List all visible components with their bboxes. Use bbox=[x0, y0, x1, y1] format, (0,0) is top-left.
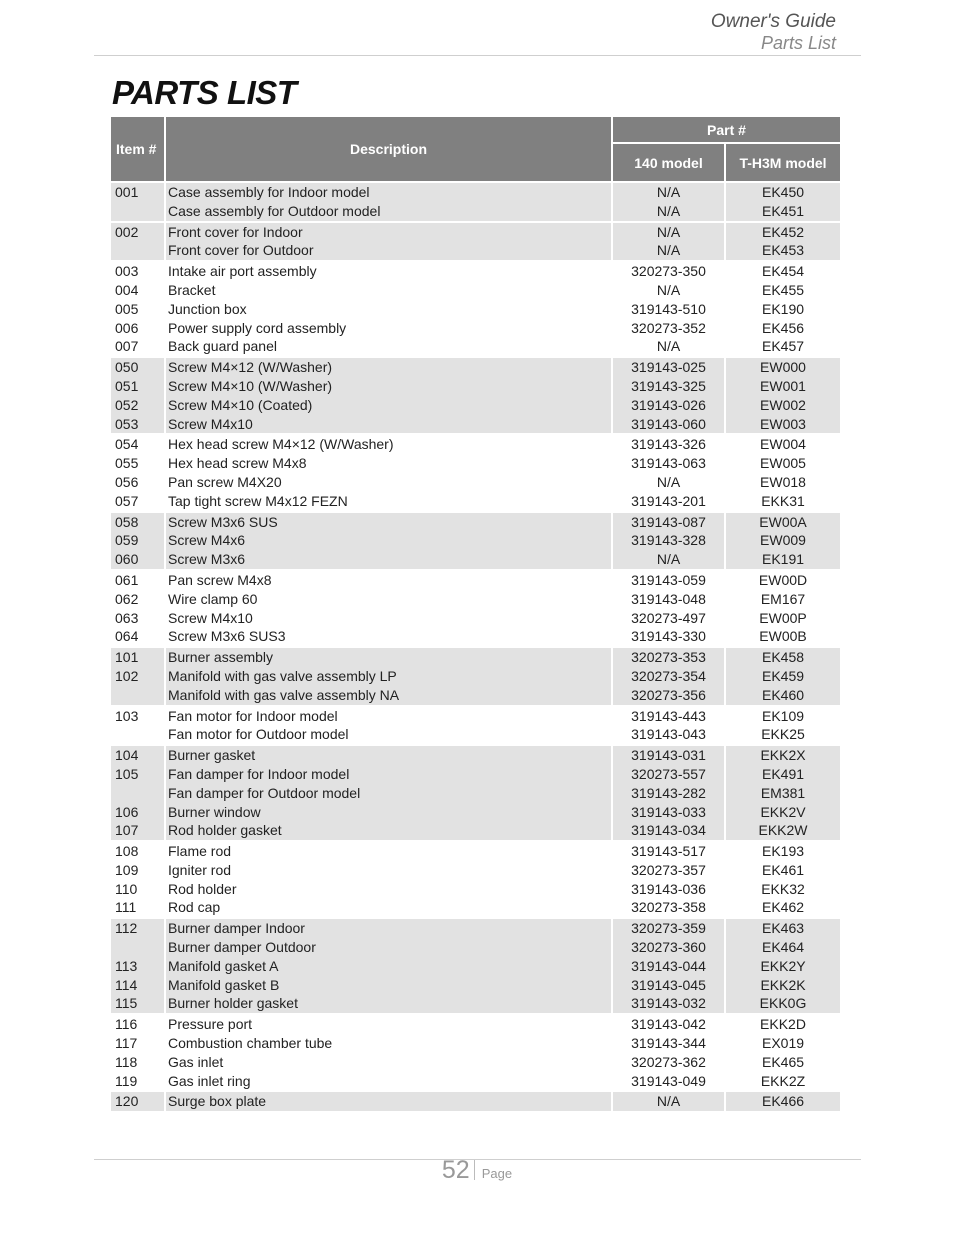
cell-line: 319143-034 bbox=[631, 822, 706, 839]
cell-line: 320273-358 bbox=[631, 899, 706, 916]
section-title: Parts List bbox=[760, 33, 836, 53]
cell-line: EK466 bbox=[761, 1093, 805, 1110]
cell-line: EK452 bbox=[761, 223, 805, 240]
item-cell bbox=[111, 1015, 166, 1092]
cell-line: N/A bbox=[656, 202, 681, 219]
cell-line: EKK2D bbox=[760, 1016, 806, 1033]
cell-line: EW000 bbox=[760, 359, 806, 376]
cell-line: Tap tight screw M4x12 FEZN bbox=[168, 492, 348, 509]
cell-line: N/A bbox=[656, 1093, 681, 1110]
description-cell bbox=[166, 1092, 613, 1113]
cell-line: 108 bbox=[115, 843, 139, 860]
cell-line: Screw M3x6 SUS bbox=[168, 513, 278, 530]
header-item: Item # bbox=[111, 117, 166, 183]
cell-line: Power supply cord assembly bbox=[168, 319, 347, 336]
cell-line: 319143-043 bbox=[631, 726, 706, 743]
part-140-cell bbox=[613, 183, 726, 223]
cell-line: Rod cap bbox=[168, 899, 221, 916]
part-th3m-cell bbox=[726, 435, 840, 512]
part-th3m-cell bbox=[726, 262, 840, 358]
header-part-number: Part # bbox=[613, 117, 840, 144]
page-title: PARTS LIST bbox=[112, 74, 297, 111]
table-row bbox=[111, 223, 840, 263]
part-140-cell bbox=[613, 571, 726, 648]
cell-line: 105 bbox=[115, 765, 139, 782]
cell-line: 319143-031 bbox=[631, 747, 706, 764]
cell-line: EK454 bbox=[761, 263, 805, 280]
cell-line: 056 bbox=[115, 473, 139, 490]
cell-line: EM167 bbox=[760, 590, 806, 607]
table-row bbox=[111, 262, 840, 358]
cell-line: EK464 bbox=[761, 939, 805, 956]
cell-line: 112 bbox=[115, 920, 138, 937]
part-th3m-cell bbox=[726, 842, 840, 919]
cell-line: Back guard panel bbox=[168, 338, 277, 355]
cell-line: Case assembly for Outdoor model bbox=[168, 202, 381, 219]
part-th3m-cell bbox=[726, 1015, 840, 1092]
cell-line: EW009 bbox=[760, 532, 806, 549]
cell-line: 319143-282 bbox=[631, 784, 706, 801]
guide-title: Owner's Guide bbox=[710, 11, 836, 32]
cell-line: EX019 bbox=[761, 1035, 805, 1052]
cell-line: Burner assembly bbox=[168, 649, 274, 666]
cell-line: 319143-059 bbox=[631, 571, 706, 588]
cell-line: Surge box plate bbox=[168, 1093, 267, 1110]
cell-line: EKK2V bbox=[760, 803, 806, 820]
cell-line: 109 bbox=[115, 861, 139, 878]
cell-line: Fan damper for Indoor model bbox=[168, 765, 350, 782]
header-140-model: 140 model bbox=[613, 144, 726, 183]
cell-line: 319143-045 bbox=[631, 976, 706, 993]
part-140-cell bbox=[613, 746, 726, 842]
cell-line: 051 bbox=[115, 377, 139, 394]
cell-line: 001 bbox=[115, 184, 139, 200]
cell-line: EKK2W bbox=[758, 822, 808, 839]
table-row bbox=[111, 358, 840, 435]
cell-line bbox=[115, 686, 164, 705]
cell-line: 004 bbox=[115, 281, 139, 298]
cell-line: 116 bbox=[115, 1016, 138, 1033]
description-cell bbox=[166, 435, 613, 512]
cell-line: 061 bbox=[115, 571, 139, 588]
cell-line: 052 bbox=[115, 396, 139, 413]
cell-line: 059 bbox=[115, 532, 139, 549]
parts-table bbox=[111, 117, 840, 1113]
part-th3m-cell bbox=[726, 183, 840, 223]
page-footer bbox=[0, 1156, 954, 1185]
cell-line: 319143-032 bbox=[631, 995, 706, 1012]
cell-line: 053 bbox=[115, 415, 139, 432]
cell-line: EW018 bbox=[760, 473, 806, 490]
cell-line: EK193 bbox=[761, 843, 805, 860]
part-140-cell bbox=[613, 358, 726, 435]
cell-line: EK491 bbox=[761, 765, 805, 782]
part-th3m-cell bbox=[726, 707, 840, 747]
item-cell bbox=[111, 223, 166, 263]
cell-line: 319143-510 bbox=[631, 300, 706, 317]
cell-line: EK190 bbox=[761, 300, 805, 317]
cell-line: EKK25 bbox=[761, 726, 805, 743]
cell-line: 005 bbox=[115, 300, 139, 317]
cell-line: EK456 bbox=[761, 319, 805, 336]
table-row bbox=[111, 707, 840, 747]
cell-line: N/A bbox=[656, 223, 681, 240]
cell-line: 319143-036 bbox=[631, 880, 706, 897]
cell-line: 057 bbox=[115, 492, 139, 509]
cell-line: Case assembly for Indoor model bbox=[168, 184, 370, 200]
page-number: 52 bbox=[441, 1156, 470, 1184]
cell-line: 319143-025 bbox=[631, 359, 706, 376]
cell-line: 320273-350 bbox=[631, 263, 706, 280]
cell-line: 320273-353 bbox=[631, 649, 706, 666]
part-th3m-cell bbox=[726, 1092, 840, 1113]
header-divider bbox=[94, 55, 861, 56]
cell-line: Bracket bbox=[168, 281, 216, 298]
cell-line: 319143-328 bbox=[631, 532, 706, 549]
cell-line bbox=[115, 202, 164, 221]
cell-line: EK455 bbox=[761, 281, 805, 298]
cell-line: EK451 bbox=[761, 202, 805, 219]
cell-line: 320273-497 bbox=[631, 609, 706, 626]
cell-line: Fan motor for Outdoor model bbox=[168, 726, 349, 743]
description-cell bbox=[166, 513, 613, 571]
cell-line: Burner gasket bbox=[168, 747, 256, 764]
cell-line: Manifold with gas valve assembly NA bbox=[168, 686, 400, 703]
cell-line: EKK0G bbox=[759, 995, 807, 1012]
cell-line: Fan motor for Indoor model bbox=[168, 707, 338, 724]
description-cell bbox=[166, 262, 613, 358]
cell-line: EK460 bbox=[761, 686, 805, 703]
cell-line: EW00P bbox=[759, 609, 807, 626]
cell-line: Burner damper Outdoor bbox=[168, 939, 316, 956]
cell-line: 060 bbox=[115, 551, 139, 568]
cell-line: 319143-087 bbox=[631, 513, 706, 530]
cell-line: Screw M4×10 (W/Washer) bbox=[168, 377, 333, 394]
cell-line: EK463 bbox=[761, 920, 805, 937]
item-cell bbox=[111, 358, 166, 435]
cell-line: 050 bbox=[115, 359, 139, 376]
cell-line: EK450 bbox=[761, 184, 805, 200]
part-140-cell bbox=[613, 1015, 726, 1092]
cell-line: 007 bbox=[115, 338, 139, 355]
cell-line: 319143-330 bbox=[631, 628, 706, 645]
cell-line: Screw M4×12 (W/Washer) bbox=[168, 359, 333, 376]
cell-line: 319143-063 bbox=[631, 455, 706, 472]
page-separator bbox=[474, 1160, 475, 1180]
cell-line: Rod holder gasket bbox=[168, 822, 282, 839]
cell-line: Front cover for Outdoor bbox=[168, 242, 314, 259]
cell-line: Pan screw M4x8 bbox=[168, 571, 272, 588]
table-row bbox=[111, 919, 840, 1015]
cell-line: Screw M4x10 bbox=[168, 609, 253, 626]
cell-line: Screw M3x6 SUS3 bbox=[168, 628, 286, 645]
cell-line: 319143-048 bbox=[631, 590, 706, 607]
cell-line: 319143-042 bbox=[631, 1016, 706, 1033]
cell-line: EW002 bbox=[760, 396, 806, 413]
cell-line: 319143-026 bbox=[631, 396, 706, 413]
cell-line: 319143-201 bbox=[631, 492, 706, 509]
cell-line: 319143-325 bbox=[631, 377, 706, 394]
cell-line: EKK2X bbox=[760, 747, 806, 764]
cell-line: 319143-033 bbox=[631, 803, 706, 820]
part-th3m-cell bbox=[726, 223, 840, 263]
cell-line: 055 bbox=[115, 455, 139, 472]
cell-line: 104 bbox=[115, 747, 139, 764]
part-140-cell bbox=[613, 1092, 726, 1113]
description-cell bbox=[166, 919, 613, 1015]
cell-line: EW003 bbox=[760, 415, 806, 432]
part-140-cell bbox=[613, 919, 726, 1015]
description-cell bbox=[166, 842, 613, 919]
cell-line: 102 bbox=[115, 667, 139, 684]
cell-line: 003 bbox=[115, 263, 139, 280]
description-cell bbox=[166, 183, 613, 223]
table-row bbox=[111, 571, 840, 648]
cell-line: 106 bbox=[115, 803, 139, 820]
cell-line: Front cover for Indoor bbox=[168, 223, 303, 240]
cell-line: 107 bbox=[115, 822, 139, 839]
cell-line: 320273-360 bbox=[631, 939, 706, 956]
cell-line: EK457 bbox=[761, 338, 805, 355]
cell-line: 320273-557 bbox=[631, 765, 706, 782]
cell-line: EW001 bbox=[760, 377, 806, 394]
cell-line: 319143-344 bbox=[631, 1035, 706, 1052]
item-cell bbox=[111, 571, 166, 648]
cell-line: 062 bbox=[115, 590, 139, 607]
description-cell bbox=[166, 746, 613, 842]
cell-line: EW00D bbox=[758, 571, 808, 588]
item-cell bbox=[111, 262, 166, 358]
cell-line: EK191 bbox=[761, 551, 805, 568]
cell-line: Burner damper Indoor bbox=[168, 920, 305, 937]
cell-line: EK453 bbox=[761, 242, 805, 259]
item-cell bbox=[111, 1092, 166, 1113]
header-th3m-model: T-H3M model bbox=[726, 144, 840, 183]
cell-line: 320273-362 bbox=[631, 1053, 706, 1070]
item-cell bbox=[111, 842, 166, 919]
table-row bbox=[111, 842, 840, 919]
cell-line: N/A bbox=[656, 551, 681, 568]
part-th3m-cell bbox=[726, 919, 840, 1015]
cell-line: Combustion chamber tube bbox=[168, 1035, 333, 1052]
part-140-cell bbox=[613, 707, 726, 747]
page-label: Page bbox=[481, 1166, 513, 1181]
cell-line: N/A bbox=[656, 184, 681, 200]
cell-line: Burner holder gasket bbox=[168, 995, 298, 1012]
cell-line: EW005 bbox=[760, 455, 806, 472]
cell-line: 319143-060 bbox=[631, 415, 706, 432]
cell-line: 119 bbox=[115, 1072, 138, 1089]
cell-line: EK458 bbox=[761, 649, 805, 666]
cell-line: 319143-443 bbox=[631, 707, 706, 724]
item-cell bbox=[111, 435, 166, 512]
part-th3m-cell bbox=[726, 746, 840, 842]
part-140-cell bbox=[613, 435, 726, 512]
cell-line: EK459 bbox=[761, 667, 805, 684]
header-description: Description bbox=[166, 117, 613, 183]
cell-line: Burner window bbox=[168, 803, 261, 820]
cell-line: EKK32 bbox=[761, 880, 805, 897]
cell-line bbox=[115, 938, 164, 957]
cell-line: Pan screw M4X20 bbox=[168, 473, 282, 490]
table-row bbox=[111, 1015, 840, 1092]
cell-line: 058 bbox=[115, 513, 139, 530]
cell-line: 002 bbox=[115, 223, 139, 240]
description-cell bbox=[166, 1015, 613, 1092]
cell-line: 320273-359 bbox=[631, 920, 706, 937]
cell-line: Rod holder bbox=[168, 880, 237, 897]
cell-line: EK465 bbox=[761, 1053, 805, 1070]
cell-line: 320273-356 bbox=[631, 686, 706, 703]
cell-line: 114 bbox=[115, 976, 138, 993]
cell-line: Wire clamp 60 bbox=[168, 590, 258, 607]
cell-line: N/A bbox=[656, 473, 681, 490]
table-row bbox=[111, 648, 840, 706]
table-row bbox=[111, 746, 840, 842]
cell-line: 110 bbox=[115, 880, 138, 897]
cell-line: EK461 bbox=[761, 861, 805, 878]
cell-line: EKK2Y bbox=[760, 957, 806, 974]
part-140-cell bbox=[613, 842, 726, 919]
item-cell bbox=[111, 648, 166, 706]
cell-line bbox=[115, 241, 164, 260]
cell-line: 319143-044 bbox=[631, 957, 706, 974]
cell-line: Manifold gasket A bbox=[168, 957, 279, 974]
cell-line: Screw M4×10 (Coated) bbox=[168, 396, 313, 413]
cell-line: 120 bbox=[115, 1093, 139, 1110]
table-row bbox=[111, 513, 840, 571]
part-th3m-cell bbox=[726, 513, 840, 571]
cell-line: EKK31 bbox=[761, 492, 805, 509]
cell-line: EKK2Z bbox=[760, 1072, 806, 1089]
cell-line: N/A bbox=[656, 281, 681, 298]
description-cell bbox=[166, 358, 613, 435]
description-cell bbox=[166, 223, 613, 263]
description-cell bbox=[166, 707, 613, 747]
cell-line: EKK2K bbox=[760, 976, 806, 993]
cell-line: 319143-326 bbox=[631, 436, 706, 453]
cell-line: Flame rod bbox=[168, 843, 232, 860]
cell-line: 319143-517 bbox=[631, 843, 706, 860]
item-cell bbox=[111, 919, 166, 1015]
cell-line: EM381 bbox=[760, 784, 806, 801]
cell-line: Pressure port bbox=[168, 1016, 253, 1033]
cell-line: Fan damper for Outdoor model bbox=[168, 784, 361, 801]
part-th3m-cell bbox=[726, 648, 840, 706]
table-row bbox=[111, 1092, 840, 1113]
cell-line: EW004 bbox=[760, 436, 806, 453]
description-cell bbox=[166, 571, 613, 648]
cell-line: EK462 bbox=[761, 899, 805, 916]
cell-line: EW00A bbox=[759, 513, 807, 530]
cell-line: 101 bbox=[115, 649, 139, 666]
part-140-cell bbox=[613, 223, 726, 263]
cell-line: Screw M4x10 bbox=[168, 415, 253, 432]
cell-line: Hex head screw M4×12 (W/Washer) bbox=[168, 436, 394, 453]
cell-line: Intake air port assembly bbox=[168, 263, 317, 280]
parts-table-body bbox=[111, 183, 840, 1113]
cell-line: 113 bbox=[115, 957, 138, 974]
item-cell bbox=[111, 707, 166, 747]
part-th3m-cell bbox=[726, 571, 840, 648]
cell-line: EK109 bbox=[761, 707, 805, 724]
cell-line: 319143-049 bbox=[631, 1072, 706, 1089]
cell-line: Screw M3x6 bbox=[168, 551, 246, 568]
cell-line: Manifold with gas valve assembly LP bbox=[168, 667, 397, 684]
cell-line: 320273-352 bbox=[631, 319, 706, 336]
cell-line: Hex head screw M4x8 bbox=[168, 455, 307, 472]
cell-line bbox=[115, 725, 164, 744]
cell-line: 320273-357 bbox=[631, 861, 706, 878]
part-140-cell bbox=[613, 648, 726, 706]
part-140-cell bbox=[613, 262, 726, 358]
cell-line: EW00B bbox=[759, 628, 807, 645]
table-row bbox=[111, 183, 840, 223]
part-th3m-cell bbox=[726, 358, 840, 435]
cell-line: 117 bbox=[115, 1035, 138, 1052]
part-140-cell bbox=[613, 513, 726, 571]
cell-line: 118 bbox=[115, 1053, 138, 1070]
item-cell bbox=[111, 513, 166, 571]
cell-line: 111 bbox=[115, 899, 137, 916]
table-row bbox=[111, 435, 840, 512]
cell-line: Manifold gasket B bbox=[168, 976, 280, 993]
cell-line: Gas inlet ring bbox=[168, 1072, 251, 1089]
item-cell bbox=[111, 183, 166, 223]
cell-line: N/A bbox=[656, 242, 681, 259]
description-cell bbox=[166, 648, 613, 706]
cell-line: Igniter rod bbox=[168, 861, 232, 878]
cell-line: 063 bbox=[115, 609, 139, 626]
cell-line: 064 bbox=[115, 628, 139, 645]
cell-line bbox=[115, 784, 164, 803]
running-header bbox=[711, 10, 836, 54]
cell-line: N/A bbox=[656, 338, 681, 355]
cell-line: 115 bbox=[115, 995, 138, 1012]
cell-line: 054 bbox=[115, 436, 139, 453]
cell-line: Screw M4x6 bbox=[168, 532, 246, 549]
cell-line: 006 bbox=[115, 319, 139, 336]
cell-line: 320273-354 bbox=[631, 667, 706, 684]
cell-line: 103 bbox=[115, 707, 139, 724]
cell-line: Junction box bbox=[168, 300, 247, 317]
cell-line: Gas inlet bbox=[168, 1053, 224, 1070]
item-cell bbox=[111, 746, 166, 842]
